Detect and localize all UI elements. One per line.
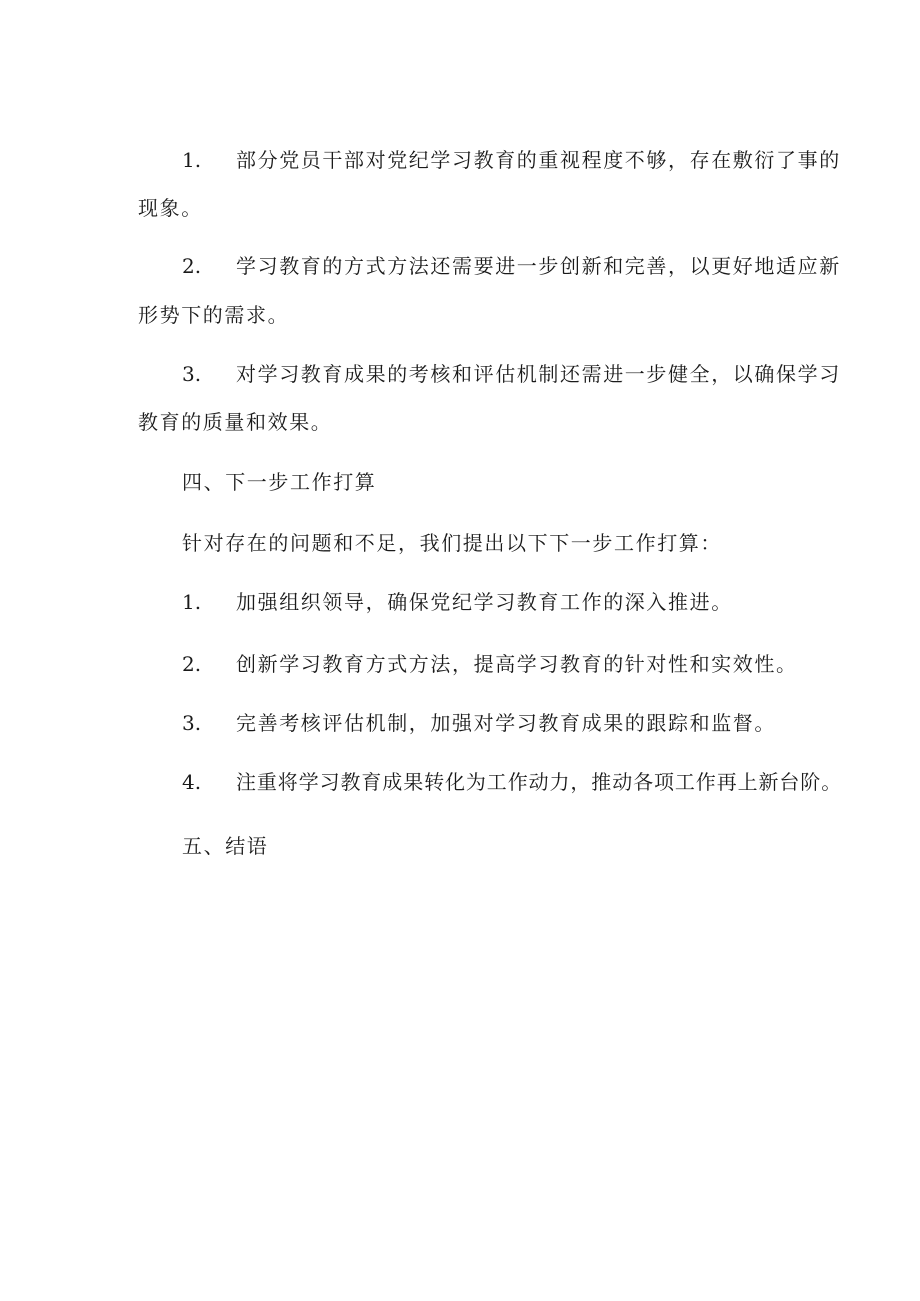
plan-3-text: 完善考核评估机制，加强对学习教育成果的跟踪和监督。 bbox=[236, 711, 776, 735]
problem-2-number: 2. bbox=[182, 254, 202, 278]
plan-1-text: 加强组织领导，确保党纪学习教育工作的深入推进。 bbox=[236, 590, 733, 614]
plan-2-text: 创新学习教育方式方法，提高学习教育的针对性和实效性。 bbox=[236, 652, 798, 676]
plan-1-number: 1. bbox=[182, 590, 202, 614]
plan-4-number: 4. bbox=[182, 770, 202, 794]
problem-1-text-line1: 部分党员干部对党纪学习教育的重视程度不够，存在敷衍了事的 bbox=[236, 148, 841, 172]
problem-1-text-line2: 现象。 bbox=[138, 196, 203, 220]
section-4-heading: 四、下一步工作打算 bbox=[182, 470, 377, 494]
plan-2-number: 2. bbox=[182, 652, 202, 676]
problem-3-number: 3. bbox=[182, 362, 202, 386]
plan-3-number: 3. bbox=[182, 711, 202, 735]
plan-4-text: 注重将学习教育成果转化为工作动力，推动各项工作再上新台阶。 bbox=[236, 770, 843, 794]
problem-1-number: 1. bbox=[182, 148, 202, 172]
problem-3-text-line1: 对学习教育成果的考核和评估机制还需进一步健全，以确保学习 bbox=[236, 362, 841, 386]
section-4-intro: 针对存在的问题和不足，我们提出以下下一步工作打算： bbox=[182, 531, 722, 555]
problem-2-text-line1: 学习教育的方式方法还需要进一步创新和完善，以更好地适应新 bbox=[236, 254, 841, 278]
problem-3-text-line2: 教育的质量和效果。 bbox=[138, 410, 333, 434]
problem-2-text-line2: 形势下的需求。 bbox=[138, 303, 290, 327]
section-5-heading: 五、结语 bbox=[182, 834, 269, 858]
